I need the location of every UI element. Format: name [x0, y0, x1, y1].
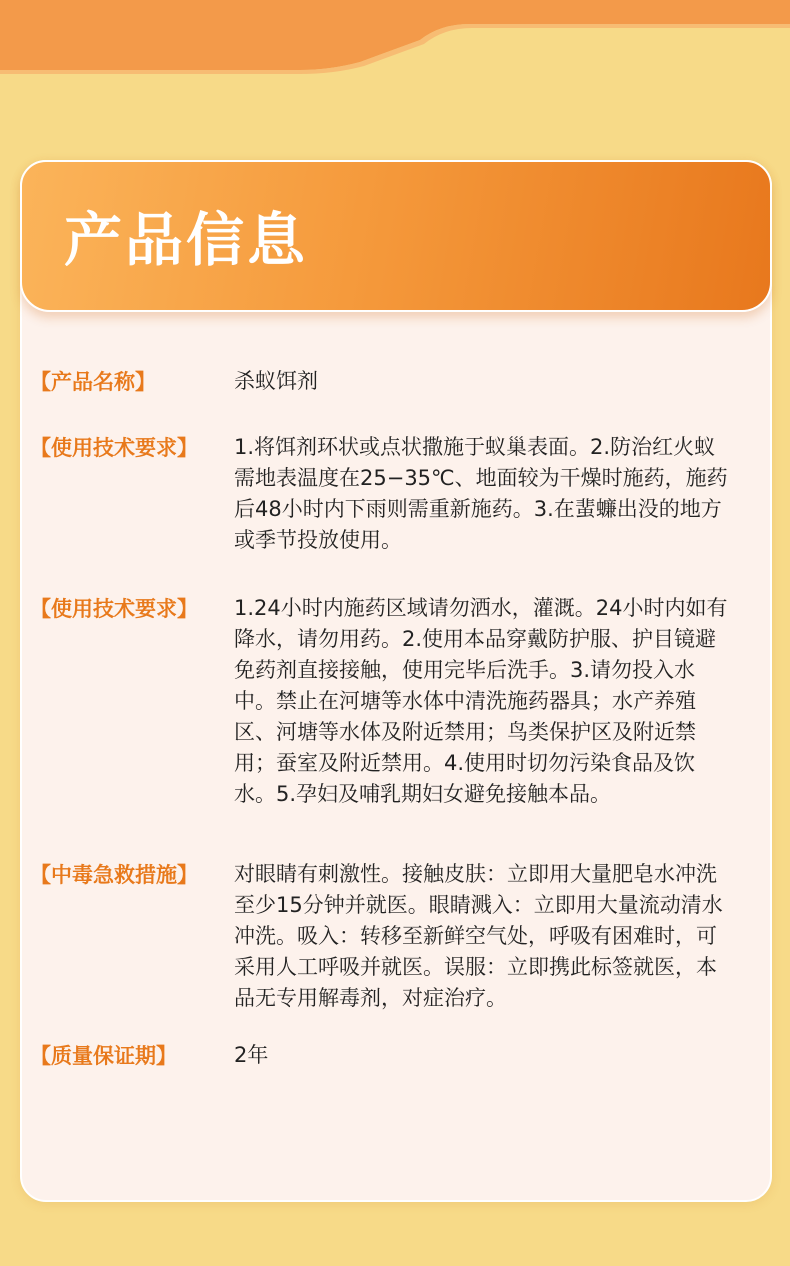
page-title: 产品信息: [64, 206, 309, 274]
row-value: 1.将饵剂环状或点状撒施于蚁巢表面。2.防治红火蚁需地表温度在25−35℃、地面较为干燥时施药，施药后48小时内下雨则需重新施药。3.在蜚蠊出没的地方或季节投放使用。: [234, 435, 728, 552]
card-header: [20, 160, 772, 312]
row-label: 【质量保证期】: [30, 1044, 177, 1068]
row-label: 【中毒急救措施】: [30, 863, 198, 887]
row-value: 2年: [234, 1043, 269, 1067]
row-label: 【使用技术要求】: [30, 597, 198, 621]
row-label: 【产品名称】: [30, 370, 156, 394]
top-decorative-band: [0, 0, 790, 80]
row-value: 对眼睛有刺激性。接触皮肤：立即用大量肥皂水冲洗至少15分钟并就医。眼睛溅入：立即用大量流动清水冲洗。吸入：转移至新鲜空气处，呼吸有困难时，可采用人工呼吸并就医。误服：立即携此标签就医，本品无专用解毒剂，对症治疗。: [234, 862, 723, 1010]
row-value: 杀蚁饵剂: [234, 369, 318, 393]
row-label: 【使用技术要求】: [30, 436, 198, 460]
row-value: 1.24小时内施药区域请勿洒水，灌溉。24小时内如有降水，请勿用药。2.使用本品穿戴防护服、护目镜避免药剂直接接触，使用完毕后洗手。3.请勿投入水中。禁止在河塘等水体中清洗施药器具；水产养殖区、河塘等水体及附近禁用；鸟类保护区及附近禁用；蚕室及附近禁用。4.使用时切勿污染食品及饮水。5.孕妇及哺乳期妇女避免接触本品。: [234, 596, 728, 806]
